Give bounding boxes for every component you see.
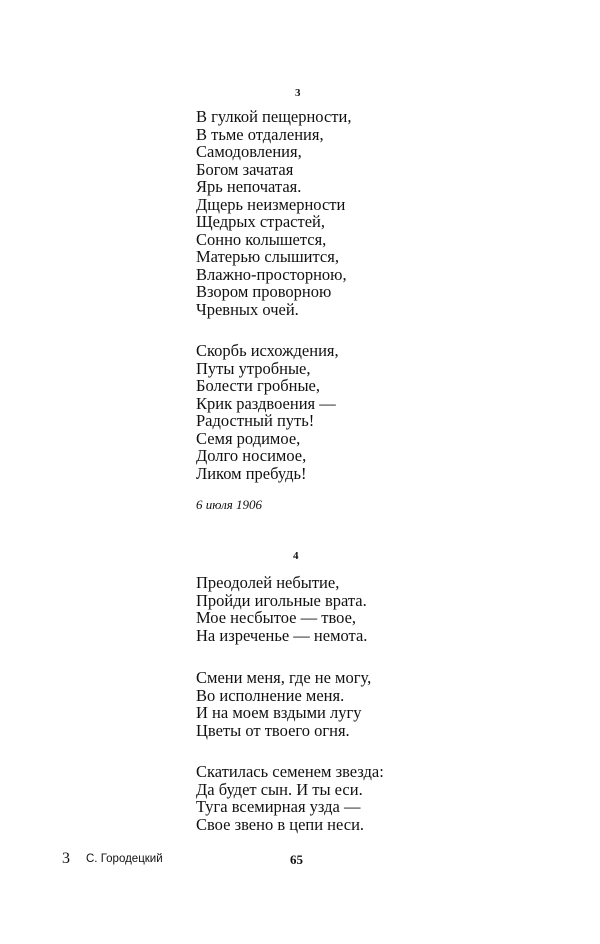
poem-line: И на моем вздыми лугу (196, 703, 362, 722)
poem-line: Во исполнение меня. (196, 685, 345, 705)
poem-4-stanza-3 (196, 763, 384, 833)
poem-line: Сонно колышется, (196, 229, 327, 249)
poem-line: В гулкой пещерности, (196, 107, 352, 126)
poem-line: Ярь непочатая. (196, 177, 302, 196)
poem-line: Крик раздвоения — (196, 393, 336, 413)
poem-line: Мое несбытое — твое, (196, 608, 357, 627)
poem-line: Свое звено в цепи неси. (196, 814, 365, 834)
poem-line: Ликом пребудь! (196, 463, 307, 483)
poem-3-stanza-2 (196, 342, 339, 482)
poem-line: Цветы от твоего огня. (196, 720, 350, 740)
poem-3-date: 6 июля 1906 (196, 497, 263, 512)
signature-name: С. Городецкий (86, 853, 163, 865)
poem-line: Пройди игольные врата. (196, 590, 367, 610)
poem-line: Богом зачатая (196, 159, 294, 179)
signature-number: 3 (62, 850, 70, 867)
poem-line: Преодолей небытие, (196, 573, 340, 592)
poem-line: Долго носимое, (196, 446, 307, 465)
poem-line: Щедрых страстей, (196, 212, 325, 231)
poem-4-number: 4 (293, 550, 299, 562)
poem-line: Да будет сын. И ты еси. (196, 779, 363, 799)
poem-line: Взором проворною (196, 282, 332, 301)
poem-4-stanza-1 (196, 574, 367, 644)
poem-line: Чревных очей. (196, 299, 299, 319)
poem-line: Самодовления, (196, 142, 302, 161)
poem-line: Радостный путь! (196, 411, 315, 430)
poem-line: Путы утробные, (196, 358, 311, 378)
poem-line: Матерью слышится, (196, 247, 339, 266)
poem-line: Дщерь неизмерности (196, 194, 346, 214)
poem-line: Туга всемирная узда — (196, 797, 361, 816)
poem-3-number: 3 (295, 87, 301, 99)
poem-line: Смени меня, где не могу, (196, 668, 372, 687)
poem-line: Болести гробные, (196, 376, 320, 395)
poem-4-stanza-2 (196, 669, 371, 739)
page-number: 65 (290, 852, 303, 867)
poem-line: В тьме отдаления, (196, 124, 324, 144)
poem-3-stanza-1 (196, 108, 351, 318)
poem-line: Скорбь исхождения, (196, 341, 339, 360)
poem-line: Скатилась семенем звезда: (196, 762, 384, 781)
poem-line: На изреченье — немота. (196, 625, 368, 645)
poem-line: Влажно-просторною, (196, 264, 347, 284)
poem-line: Семя родимое, (196, 428, 301, 448)
